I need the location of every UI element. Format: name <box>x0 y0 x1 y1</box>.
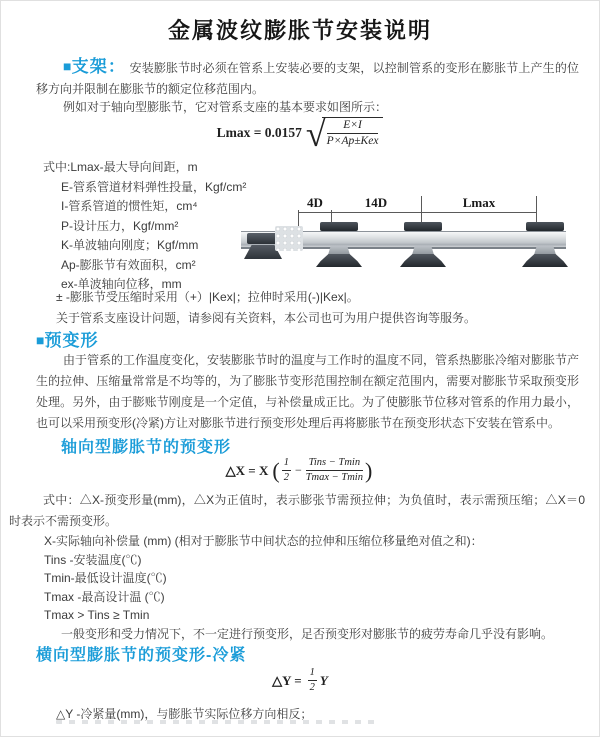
axial-subheading: 轴向型膨胀节的预变形 <box>61 439 232 456</box>
guide-support-neck <box>412 246 434 255</box>
formula2-temp-den: Tmax − Tmin <box>305 472 363 483</box>
parameter-item: Tmin-最低设计温度(℃) <box>44 571 167 586</box>
formula2-temp-num: Tins − Tmin <box>306 457 363 471</box>
definition-item: E-管系管道材料弹性投量，Kgf/cm² <box>61 179 247 194</box>
parameter-item: X-实际轴向补偿量 (mm) (相对于膨胀节中间状态的拉伸和压缩位移量绝对值之和)： <box>44 534 483 548</box>
predeform-section-heading <box>36 326 98 351</box>
definition-item: P-设计压力，Kgf/mm² <box>61 218 179 233</box>
formula1-root-body <box>322 117 384 149</box>
dimension-line <box>298 212 536 213</box>
axial-parameter-list <box>44 532 583 644</box>
lateral-subheading: 横向型膨胀节的预变形-冷紧 <box>36 647 247 664</box>
guide-support-neck <box>534 246 556 255</box>
bellows-expansion-joint <box>275 226 303 251</box>
left-paren: ( <box>272 457 280 483</box>
pipe-support-diagram <box>239 193 569 293</box>
formula2-half-den: 2 <box>283 472 289 483</box>
definition-item: I-管系管道的惯性矩，cm⁴ <box>61 199 198 213</box>
predeform-heading-text: 预变形 <box>44 331 99 350</box>
guide-support-pedestal <box>316 254 362 267</box>
support-section-heading: 支架： <box>71 57 127 76</box>
guide-spacing-formula <box>1 114 599 154</box>
guide-support-cap <box>526 222 564 231</box>
minus-operator: − <box>294 463 302 477</box>
cold-tightening-note: △Y -冷紧量(mm)，与膨胀节实际位移方向相反； <box>56 707 313 721</box>
formula2-half-num: 1 <box>282 457 291 471</box>
lateral-coldtight-formula <box>1 667 599 694</box>
sqrt-radical-icon: √ <box>305 114 326 154</box>
formula3-lhs: △Y = <box>272 672 302 688</box>
formula1-lhs: Lmax = 0.0157 <box>216 125 302 140</box>
clipped-text-remnant <box>56 720 376 724</box>
section-bullet-icon: ■ <box>36 332 45 348</box>
dimension-label-4d: 4D <box>297 196 333 210</box>
section-bullet-icon: ■ <box>63 58 72 74</box>
parameter-item: Tins -安装温度(℃) <box>44 552 142 567</box>
axial-explain-paragraph: 式中：△X-预变形量(mm)，△X为正值时，表示膨张节需预拉伸；为负值时，表示需预压缩；△X＝0时表示不需预变形。 <box>9 493 585 528</box>
parameter-item: Tmax > Tins ≥ Tmin <box>44 608 150 623</box>
parameter-item: Tmax -最高设计温 (℃) <box>44 589 165 604</box>
formula3-rhs: Y <box>319 672 328 688</box>
guide-support-pedestal <box>522 254 568 267</box>
formula1-numerator: E×I <box>327 119 379 134</box>
support-intro-text: 安装膨胀节时必须在管系上安装必要的支架，以控制管系的变形在膨胀节上产生的位移方向并限制在膨胀节的额定位移范围内。 <box>36 61 579 96</box>
support-example-line: 例如对于轴向型膨胀节，它对管系支座的基本要求如图所示： <box>63 100 388 114</box>
formula2-lhs: △X = X <box>225 462 269 478</box>
definition-item: K-单波轴向刚度；Kgf/mm <box>61 238 199 252</box>
axial-predeform-formula <box>1 457 599 484</box>
formula3-half-num: 1 <box>308 667 317 681</box>
right-paren: ) <box>364 457 373 483</box>
parameter-item: 一般变形和受力情况下，不一定进行预变形，足否预变形对膨胀节的疲劳寿命几乎没有影响。 <box>61 626 554 641</box>
guide-support-cap <box>320 222 358 231</box>
definition-item: ex-单波轴向位移，mm <box>61 277 182 291</box>
guide-support-cap <box>404 222 442 231</box>
definition-item: Ap-膨胀节有效面积，cm² <box>61 257 196 272</box>
definition-item: 式中:Lmax-最大导向间距，m <box>43 160 198 174</box>
page-title: 金属波纹膨胀节安装说明 <box>167 18 432 43</box>
formula1-denominator: P×Ap±Kex <box>326 135 379 147</box>
anchor-support <box>247 233 277 244</box>
guide-support-neck <box>328 246 350 255</box>
consulting-note: 关于管系支座设计问题，请参阅有关资料，本公司也可为用户提供咨询等服务。 <box>56 311 477 325</box>
support-paragraph <box>36 56 579 100</box>
formula3-half-den: 2 <box>309 682 315 693</box>
predeform-paragraph: 由于管系的工作温度变化，安装膨胀节时的温度与工作时的温度不同，管系热膨胀冷缩对膨胀节产生的拉伸、压缩量常常是不均等的，为了膨胀节变形范围控制在额定范围内，需要对膨胀节采取预变形处理。另外，由于膨账节刚度是一个定值，与补偿量成正比。为了使膨胀节位移对管系的作用力最小，也可以采用预变形(冷紧)方让对膨胀节进行预变形处理后再将膨胀节在预变形状态下安装在管系中。 <box>36 353 580 430</box>
guide-support-pedestal <box>400 254 446 267</box>
dimension-label-lmax: Lmax <box>451 196 507 210</box>
plus-minus-note: ± -膨胀节受压缩时采用（+）|Kex|；拉伸时采用(-)|Kex|。 <box>56 290 359 304</box>
dimension-label-14d: 14D <box>356 196 396 210</box>
